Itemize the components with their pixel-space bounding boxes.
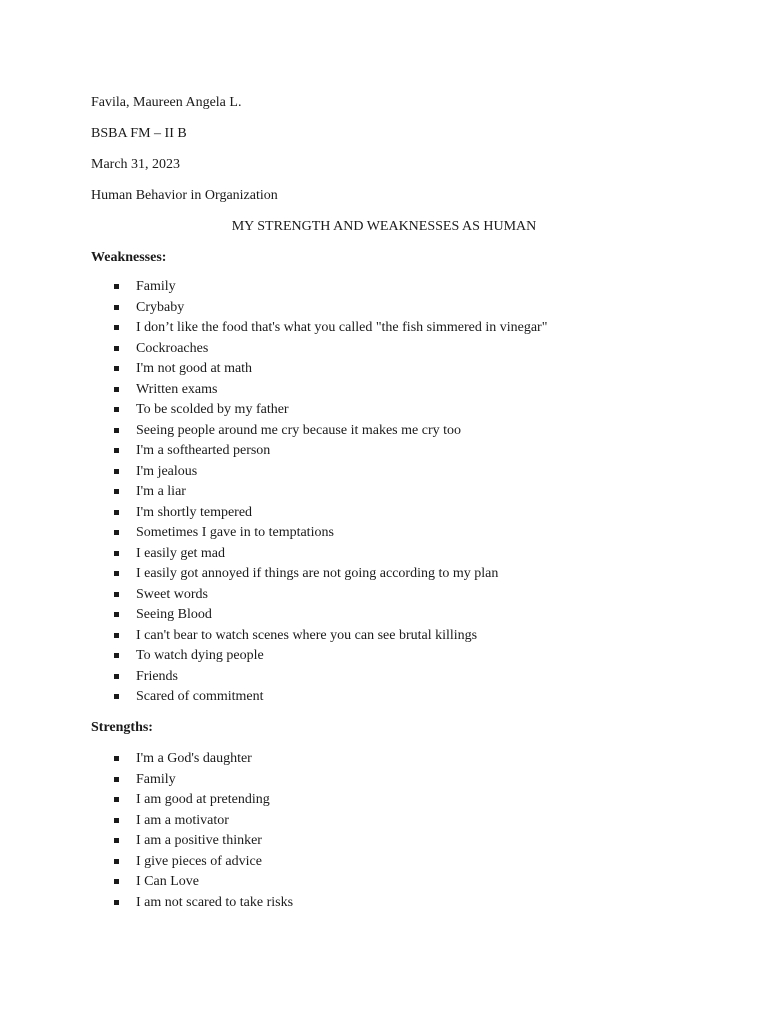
list-item-text: Seeing people around me cry because it makes me cry too [136, 422, 461, 438]
square-bullet-icon [114, 653, 119, 658]
list-item-text: I'm a liar [136, 484, 186, 499]
square-bullet-icon [114, 777, 119, 782]
square-bullet-icon [114, 551, 119, 556]
list-item-text: Seeing Blood [136, 607, 212, 622]
list-item-text: Family [136, 771, 176, 787]
weaknesses-heading: Weaknesses: [91, 250, 167, 265]
square-bullet-icon [114, 797, 119, 802]
list-item-text: I am a motivator [136, 812, 229, 828]
list-item-text: I am good at pretending [136, 792, 270, 807]
list-item-text: I'm not good at math [136, 361, 253, 376]
square-bullet-icon [114, 346, 119, 351]
list-item-text: Sweet words [136, 586, 208, 602]
list-item-text: Friends [136, 668, 178, 684]
square-bullet-icon [114, 859, 119, 864]
list-item-text: To be scolded by my father [136, 402, 289, 417]
list-item-text: Family [136, 279, 176, 294]
list-item-text: Cockroaches [136, 340, 209, 356]
square-bullet-icon [114, 900, 119, 905]
subject-name: Human Behavior in Organization [91, 188, 278, 203]
square-bullet-icon [114, 838, 119, 843]
square-bullet-icon [114, 489, 119, 494]
list-item-text: Sometimes I gave in to temptations [136, 525, 334, 540]
square-bullet-icon [114, 366, 119, 371]
strengths-heading: Strengths: [91, 720, 153, 735]
document-date: March 31, 2023 [91, 157, 181, 172]
square-bullet-icon [114, 428, 119, 433]
list-item-text: I easily got annoyed if things are not going according to my plan [136, 566, 499, 581]
list-item-text: Written exams [136, 381, 218, 397]
list-item-text: I'm a softhearted person [136, 443, 271, 458]
student-name: Favila, Maureen Angela L. [91, 95, 242, 110]
list-item-text: I can't bear to watch scenes where you can see brutal killings [136, 627, 478, 643]
square-bullet-icon [114, 571, 119, 576]
square-bullet-icon [114, 407, 119, 412]
square-bullet-icon [114, 325, 119, 330]
square-bullet-icon [114, 879, 119, 884]
square-bullet-icon [114, 469, 119, 474]
list-item-text: I'm jealous [136, 463, 198, 479]
list-item-text: I am a positive thinker [136, 833, 262, 848]
square-bullet-icon [114, 448, 119, 453]
list-item-text: To watch dying people [136, 648, 264, 663]
list-item-text: I give pieces of advice [136, 853, 262, 869]
square-bullet-icon [114, 633, 119, 638]
square-bullet-icon [114, 592, 119, 597]
list-item-text: I am not scared to take risks [136, 894, 294, 910]
list-item-text: Crybaby [136, 299, 185, 315]
square-bullet-icon [114, 530, 119, 535]
list-item-text: I don’t like the food that's what you called "the fish simmered in vinegar" [136, 320, 548, 335]
course-section: BSBA FM – II B [91, 126, 187, 141]
list-item-text: I Can Love [136, 874, 199, 889]
square-bullet-icon [114, 818, 119, 823]
square-bullet-icon [114, 305, 119, 310]
square-bullet-icon [114, 674, 119, 679]
square-bullet-icon [114, 284, 119, 289]
square-bullet-icon [114, 694, 119, 699]
square-bullet-icon [114, 756, 119, 761]
square-bullet-icon [114, 510, 119, 515]
list-item-text: I easily get mad [136, 545, 226, 561]
square-bullet-icon [114, 387, 119, 392]
document-title [0, 218, 768, 236]
list-item-text: Scared of commitment [136, 689, 264, 704]
list-item-text: I'm shortly tempered [136, 504, 253, 520]
document-title-text: MY STRENGTH AND WEAKNESSES AS HUMAN [231, 219, 537, 234]
square-bullet-icon [114, 612, 119, 617]
list-item-text: I'm a God's daughter [136, 751, 252, 766]
